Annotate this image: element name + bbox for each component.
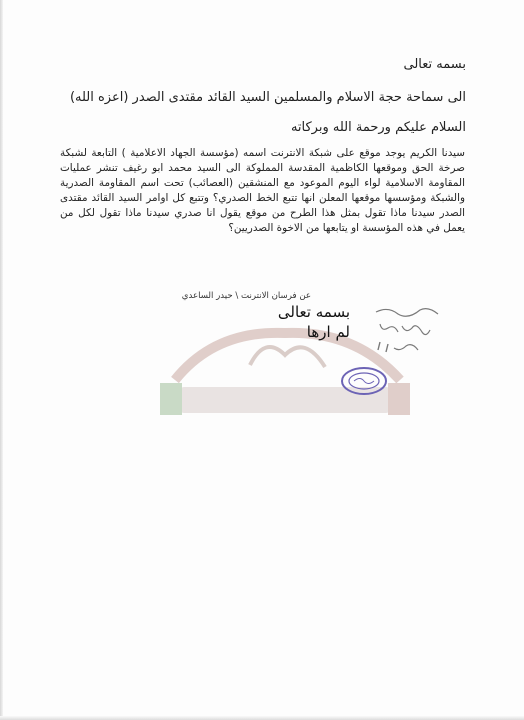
letter-body (60, 146, 465, 236)
reply-heading: بسمه تعالى (277, 303, 350, 321)
signature-exclamations (378, 342, 388, 352)
official-seal (340, 366, 388, 396)
watermark-red-band (388, 383, 410, 415)
signature-stroke-2 (402, 326, 430, 335)
watermark-calligraphy (250, 347, 325, 367)
handwritten-signature (368, 302, 448, 362)
reply-answer: لم ارها (306, 323, 350, 341)
scan-left-edge (0, 0, 3, 720)
signature-stroke-3 (394, 345, 418, 350)
letter-body-paragraph: سيدنا الكريم يوجد موقع على شبكة الانترنت اسمه (مؤسسة الجهاد الاعلامية ) التابعة لشبكة صرخة الحق وموقعها الكاظمية المقدسة المملوكة الى السيد محمد ابو رغيف تنشر عمليات المقاومة الاسلامية لواء اليوم الموعود مع المنشقين (العصائب) تحت اسم المقاومة الصدرية والشبكة ومؤسسها موقعها المعلن انها تتبع الخط الصدري؟ وتتبع كل اوامر السيد القائد مقتدى الصدر سيدنا ماذا تقول بمثل هذا الطرح من موقع يقول انا صدري سيدنا ماذا تقول لكل من يعمل في هذه المؤسسة او يتابعها من الاخوة الصدريين؟ (60, 147, 465, 234)
scan-bottom-edge (0, 716, 524, 720)
greeting-line: السلام عليكم ورحمة الله وبركاته (290, 120, 466, 135)
sender-byline: عن فرسان الانترنت \ حيدر الساعدي (181, 291, 311, 301)
seal-script (354, 379, 374, 384)
recipient-address: الى سماحة حجة الاسلام والمسلمين السيد القائد مقتدى الصدر (اعزه الله) (69, 90, 466, 105)
watermark-green-band (160, 383, 182, 415)
signature-stroke-top (376, 309, 438, 317)
signature-stroke-1 (380, 324, 398, 332)
document-heading: بسمه تعالى (403, 57, 466, 72)
